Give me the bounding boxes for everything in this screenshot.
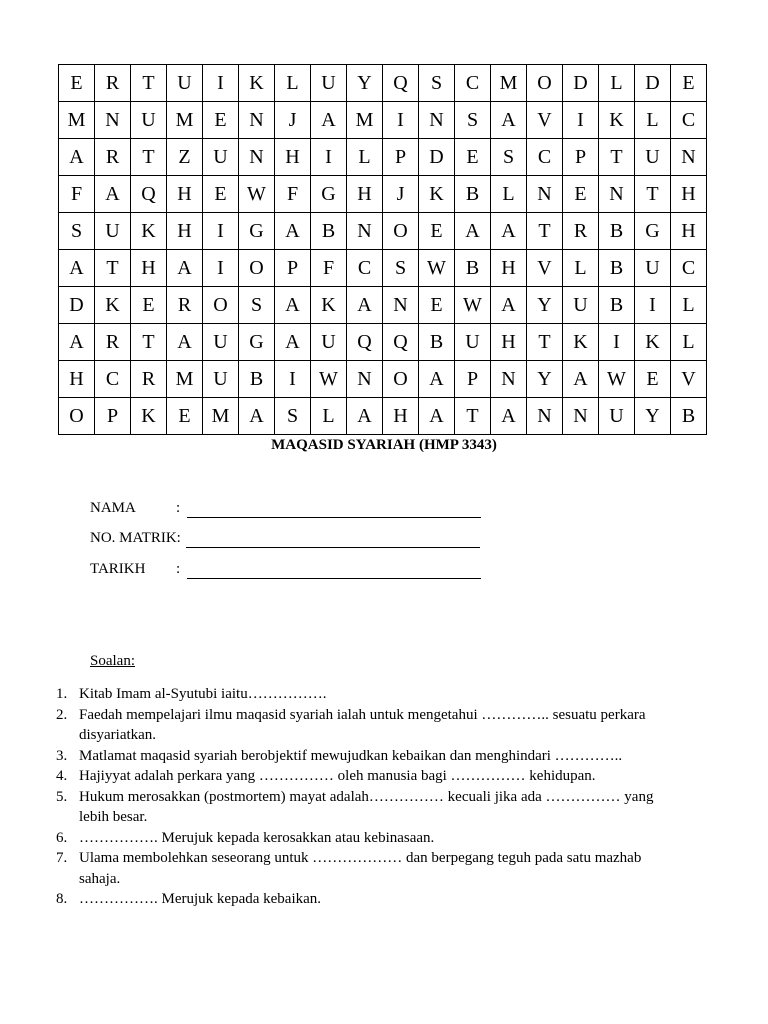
grid-cell[interactable]: E (203, 176, 239, 213)
matrik-label: NO. MATRIK: (90, 530, 181, 546)
grid-cell[interactable]: E (419, 287, 455, 324)
grid-cell[interactable]: Z (167, 139, 203, 176)
grid-cell[interactable]: A (491, 398, 527, 435)
grid-cell[interactable]: D (563, 65, 599, 102)
grid-row (59, 139, 707, 176)
grid-cell[interactable]: W (599, 361, 635, 398)
grid-cell[interactable]: N (527, 176, 563, 213)
grid-cell[interactable]: A (347, 287, 383, 324)
grid-cell[interactable]: F (275, 176, 311, 213)
grid-cell[interactable]: O (383, 361, 419, 398)
grid-cell[interactable]: T (95, 250, 131, 287)
grid-cell[interactable]: I (275, 361, 311, 398)
grid-row (59, 65, 707, 102)
question-text: ……………. Merujuk kepada kebaikan. (79, 891, 322, 907)
question-number: 4. (56, 768, 68, 784)
grid-cell[interactable]: P (563, 139, 599, 176)
grid-cell[interactable]: H (347, 176, 383, 213)
grid-cell[interactable]: Q (347, 324, 383, 361)
grid-cell[interactable]: S (59, 213, 95, 250)
grid-cell[interactable]: E (635, 361, 671, 398)
grid-cell[interactable]: H (167, 213, 203, 250)
grid-cell[interactable]: V (527, 102, 563, 139)
grid-cell[interactable]: E (59, 65, 95, 102)
grid-cell[interactable]: U (635, 250, 671, 287)
grid-cell[interactable]: D (419, 139, 455, 176)
question-number: 2. (56, 706, 68, 723)
grid-cell[interactable]: A (311, 102, 347, 139)
grid-cell[interactable]: U (203, 324, 239, 361)
grid-cell[interactable]: U (131, 102, 167, 139)
sheet-title: MAQASID SYARIAH (HMP 3343) (271, 437, 497, 453)
grid-cell[interactable]: N (671, 139, 707, 176)
grid-cell[interactable]: Y (347, 65, 383, 102)
grid-cell[interactable]: F (59, 176, 95, 213)
grid-cell[interactable]: R (131, 361, 167, 398)
grid-cell[interactable]: E (455, 139, 491, 176)
grid-cell[interactable]: B (599, 287, 635, 324)
grid-cell[interactable]: K (131, 213, 167, 250)
grid-cell[interactable]: C (95, 361, 131, 398)
grid-cell[interactable]: A (491, 102, 527, 139)
grid-cell[interactable]: B (455, 176, 491, 213)
question-text: ……………. Merujuk kepada kerosakkan atau kebinasaan. (79, 829, 435, 846)
matrik-blank-line[interactable] (186, 547, 480, 548)
question-number: 8. (56, 891, 68, 907)
grid-cell[interactable]: N (347, 213, 383, 250)
grid-cell[interactable]: L (635, 102, 671, 139)
grid-row (59, 213, 707, 250)
grid-cell[interactable]: G (311, 176, 347, 213)
grid-cell[interactable]: B (239, 361, 275, 398)
grid-cell[interactable]: A (419, 361, 455, 398)
grid-cell[interactable]: S (383, 250, 419, 287)
grid-cell[interactable]: K (563, 324, 599, 361)
grid-cell[interactable]: U (635, 139, 671, 176)
grid-cell[interactable]: S (419, 65, 455, 102)
grid-cell[interactable]: I (635, 287, 671, 324)
grid-cell[interactable]: A (491, 213, 527, 250)
grid-cell[interactable]: I (203, 250, 239, 287)
grid-cell[interactable]: J (275, 102, 311, 139)
grid-cell[interactable]: S (239, 287, 275, 324)
grid-cell[interactable]: W (311, 361, 347, 398)
grid-cell[interactable]: B (599, 213, 635, 250)
grid-cell[interactable]: U (311, 65, 347, 102)
grid-cell[interactable]: T (635, 176, 671, 213)
grid-cell[interactable]: A (59, 250, 95, 287)
grid-cell[interactable]: F (311, 250, 347, 287)
question-item (50, 705, 670, 746)
grid-cell[interactable]: U (563, 287, 599, 324)
grid-cell[interactable]: T (527, 324, 563, 361)
grid-cell[interactable]: A (59, 139, 95, 176)
grid-cell[interactable]: A (347, 398, 383, 435)
grid-cell[interactable]: E (563, 176, 599, 213)
grid-cell[interactable]: T (131, 65, 167, 102)
grid-cell[interactable]: N (95, 102, 131, 139)
grid-cell[interactable]: M (167, 102, 203, 139)
question-item (50, 746, 670, 767)
grid-cell[interactable]: E (131, 287, 167, 324)
grid-cell[interactable]: G (239, 324, 275, 361)
grid-cell[interactable]: P (95, 398, 131, 435)
grid-cell[interactable]: W (239, 176, 275, 213)
question-text: Ulama membolehkan seseorang untuk ……………… dan berpegang teguh pada satu mazhab sahaja. (79, 850, 642, 887)
grid-cell[interactable]: Y (527, 287, 563, 324)
grid-cell[interactable]: C (671, 102, 707, 139)
grid-cell[interactable]: N (527, 398, 563, 435)
grid-cell[interactable]: O (383, 213, 419, 250)
grid-cell[interactable]: A (419, 398, 455, 435)
grid-cell[interactable]: T (455, 398, 491, 435)
question-item (50, 848, 670, 889)
grid-cell[interactable]: N (239, 102, 275, 139)
grid-cell[interactable]: A (167, 250, 203, 287)
grid-cell[interactable]: A (275, 287, 311, 324)
grid-cell[interactable]: M (167, 361, 203, 398)
grid-cell[interactable]: A (275, 213, 311, 250)
grid-cell[interactable]: A (491, 287, 527, 324)
grid-cell[interactable]: P (275, 250, 311, 287)
grid-cell[interactable]: K (311, 287, 347, 324)
grid-cell[interactable]: O (59, 398, 95, 435)
grid-cell[interactable]: R (167, 287, 203, 324)
grid-cell[interactable]: N (599, 176, 635, 213)
question-text: Matlamat maqasid syariah berobjektif mewujudkan kebaikan dan menghindari ………….. (79, 747, 623, 764)
grid-cell[interactable]: P (455, 361, 491, 398)
grid-row (59, 176, 707, 213)
question-number: 5. (56, 788, 68, 805)
grid-cell[interactable]: N (491, 361, 527, 398)
grid-row (59, 361, 707, 398)
grid-cell[interactable]: L (311, 398, 347, 435)
grid-cell[interactable]: I (563, 102, 599, 139)
grid-cell[interactable]: I (383, 102, 419, 139)
grid-cell[interactable]: L (671, 324, 707, 361)
grid-cell[interactable]: B (671, 398, 707, 435)
question-number: 6. (56, 829, 68, 846)
question-number: 1. (56, 686, 68, 702)
grid-cell[interactable]: P (383, 139, 419, 176)
grid-cell[interactable]: S (275, 398, 311, 435)
question-item (50, 889, 670, 910)
grid-cell[interactable]: K (131, 398, 167, 435)
grid-cell[interactable]: S (455, 102, 491, 139)
grid-cell[interactable]: N (419, 102, 455, 139)
question-text: Hajiyyat adalah perkara yang …………… oleh manusia bagi …………… kehidupan. (79, 768, 596, 784)
grid-cell[interactable]: N (563, 398, 599, 435)
grid-cell[interactable]: H (383, 398, 419, 435)
grid-cell[interactable]: M (59, 102, 95, 139)
grid-cell[interactable]: H (167, 176, 203, 213)
grid-cell[interactable]: K (599, 102, 635, 139)
grid-cell[interactable]: L (599, 65, 635, 102)
grid-cell[interactable]: H (491, 250, 527, 287)
grid-cell[interactable]: A (59, 324, 95, 361)
grid-cell[interactable]: L (671, 287, 707, 324)
question-item (50, 787, 670, 828)
grid-cell[interactable]: O (239, 250, 275, 287)
grid-cell[interactable]: U (167, 65, 203, 102)
grid-cell[interactable]: C (671, 250, 707, 287)
grid-cell[interactable]: V (527, 250, 563, 287)
grid-cell[interactable]: C (455, 65, 491, 102)
grid-cell[interactable]: Q (383, 324, 419, 361)
grid-cell[interactable]: A (239, 398, 275, 435)
grid-cell[interactable]: Y (635, 398, 671, 435)
grid-cell[interactable]: E (167, 398, 203, 435)
question-item (50, 828, 670, 849)
grid-cell[interactable]: A (455, 213, 491, 250)
grid-cell[interactable]: M (347, 102, 383, 139)
grid-cell[interactable]: B (419, 324, 455, 361)
grid-cell[interactable]: D (635, 65, 671, 102)
grid-cell[interactable]: H (671, 213, 707, 250)
nama-blank-line[interactable] (187, 517, 481, 518)
grid-cell[interactable]: I (311, 139, 347, 176)
grid-cell[interactable]: N (239, 139, 275, 176)
grid-cell[interactable]: M (203, 398, 239, 435)
grid-cell[interactable]: N (383, 287, 419, 324)
grid-row (59, 102, 707, 139)
soalan-heading: Soalan: (90, 653, 135, 669)
question-number: 3. (56, 747, 68, 764)
grid-cell[interactable]: H (671, 176, 707, 213)
grid-cell[interactable]: M (491, 65, 527, 102)
tarikh-blank-line[interactable] (187, 578, 481, 579)
tarikh-label: TARIKH (90, 561, 146, 577)
grid-cell[interactable]: T (131, 324, 167, 361)
grid-cell[interactable]: H (275, 139, 311, 176)
grid-cell[interactable]: V (671, 361, 707, 398)
question-text: Kitab Imam al-Syutubi iaitu……………. (79, 686, 327, 702)
grid-cell[interactable]: G (635, 213, 671, 250)
tarikh-colon: : (176, 561, 181, 577)
grid-cell[interactable]: Q (131, 176, 167, 213)
grid-cell[interactable]: R (563, 213, 599, 250)
grid-cell[interactable]: U (203, 139, 239, 176)
grid-cell[interactable]: E (419, 213, 455, 250)
grid-cell[interactable]: R (95, 65, 131, 102)
grid-cell[interactable]: T (131, 139, 167, 176)
grid-cell[interactable]: U (95, 213, 131, 250)
grid-cell[interactable]: H (59, 361, 95, 398)
grid-cell[interactable]: A (563, 361, 599, 398)
grid-cell[interactable]: O (203, 287, 239, 324)
question-text: Hukum merosakkan (postmortem) mayat adalah…………… kecuali jika ada …………… yang lebih besar. (79, 788, 654, 825)
grid-cell[interactable]: I (203, 65, 239, 102)
grid-cell[interactable]: N (347, 361, 383, 398)
grid-cell[interactable]: R (95, 324, 131, 361)
nama-label: NAMA (90, 500, 136, 516)
question-number: 7. (56, 850, 68, 866)
grid-cell[interactable]: U (311, 324, 347, 361)
grid-cell[interactable]: C (527, 139, 563, 176)
grid-cell[interactable]: C (347, 250, 383, 287)
grid-cell[interactable]: G (239, 213, 275, 250)
grid-row (59, 287, 707, 324)
nama-colon: : (176, 500, 181, 516)
grid-cell[interactable]: R (95, 139, 131, 176)
grid-cell[interactable]: L (491, 176, 527, 213)
grid-cell[interactable]: B (455, 250, 491, 287)
word-search-grid (58, 64, 707, 435)
grid-cell[interactable]: K (95, 287, 131, 324)
grid-cell[interactable]: U (599, 398, 635, 435)
grid-cell[interactable]: H (491, 324, 527, 361)
grid-cell[interactable]: L (347, 139, 383, 176)
grid-cell[interactable]: K (239, 65, 275, 102)
grid-cell[interactable]: T (599, 139, 635, 176)
grid-cell[interactable]: E (203, 102, 239, 139)
grid-cell[interactable]: E (671, 65, 707, 102)
question-item (50, 766, 670, 787)
grid-row (59, 324, 707, 361)
question-list (50, 684, 670, 910)
grid-cell[interactable]: W (455, 287, 491, 324)
grid-cell[interactable]: Y (527, 361, 563, 398)
grid-row (59, 398, 707, 435)
grid-cell[interactable]: L (275, 65, 311, 102)
grid-cell[interactable]: I (599, 324, 635, 361)
grid-cell[interactable]: I (203, 213, 239, 250)
question-item (50, 684, 670, 705)
grid-row (59, 250, 707, 287)
grid-cell[interactable]: U (455, 324, 491, 361)
grid-cell[interactable]: K (419, 176, 455, 213)
question-text: Faedah mempelajari ilmu maqasid syariah ialah untuk mengetahui ………….. sesuatu perkara disyariatkan. (79, 706, 646, 743)
grid-cell[interactable]: T (527, 213, 563, 250)
grid-cell[interactable]: A (167, 324, 203, 361)
grid-cell[interactable]: A (95, 176, 131, 213)
grid-cell[interactable]: H (131, 250, 167, 287)
grid-cell[interactable]: D (59, 287, 95, 324)
grid-cell[interactable]: B (599, 250, 635, 287)
grid-cell[interactable]: J (383, 176, 419, 213)
grid-cell[interactable]: S (491, 139, 527, 176)
grid-cell[interactable]: U (203, 361, 239, 398)
grid-cell[interactable]: B (311, 213, 347, 250)
grid-cell[interactable]: A (275, 324, 311, 361)
grid-cell[interactable]: K (635, 324, 671, 361)
grid-cell[interactable]: W (419, 250, 455, 287)
grid-cell[interactable]: L (563, 250, 599, 287)
grid-cell[interactable]: O (527, 65, 563, 102)
grid-cell[interactable]: Q (383, 65, 419, 102)
